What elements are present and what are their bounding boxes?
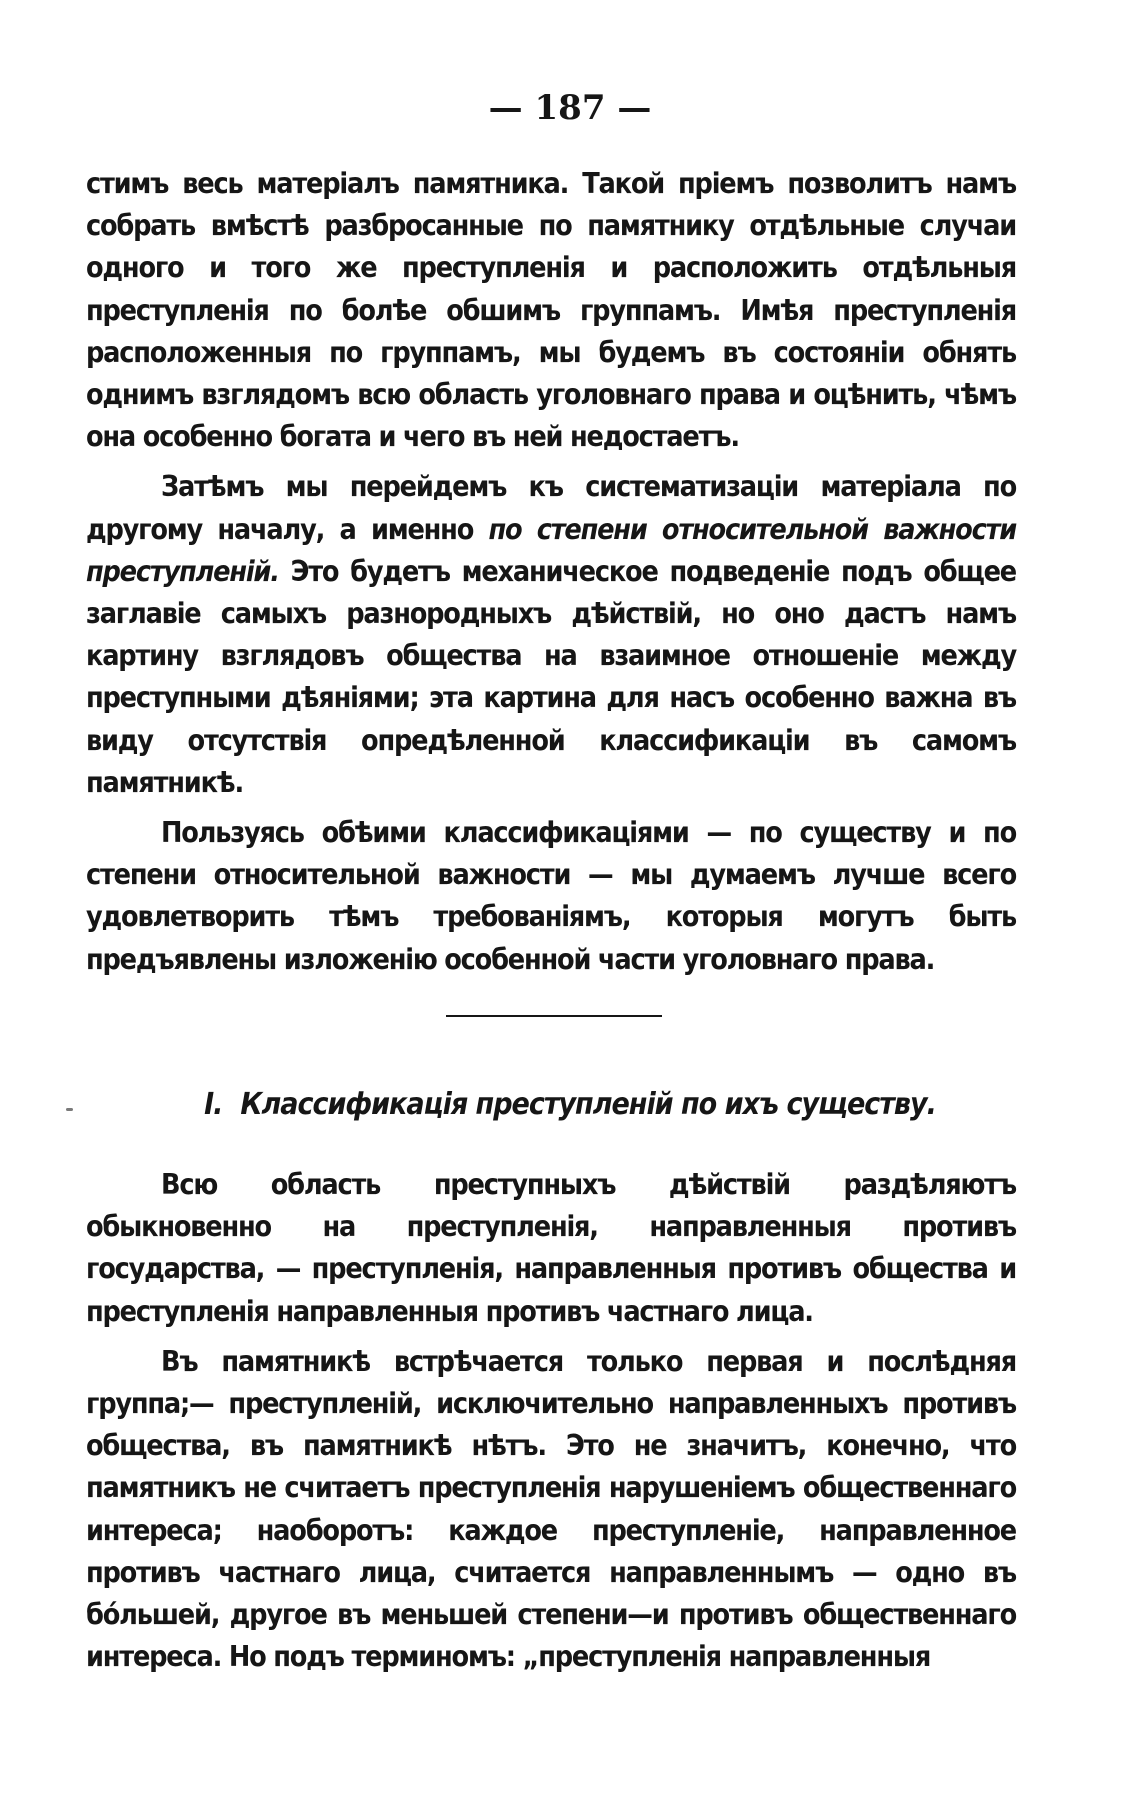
paragraph-monument: Въ памятникѣ встрѣчается только первая и послѣдняя группа;— преступленій, исключительно направленныхъ противъ общества, въ памятникѣ нѣтъ. Это не значитъ, конечно, что памятникъ не считаетъ преступленія нарушеніемъ общественнаго интереса; наоборотъ: каждое преступленіе, направленное противъ частнаго лица, считается направленнымъ — одно въ бо́льшей, другое въ меньшей степени—и противъ общественнаго интереса. Но подъ терминомъ: „преступленія направленныя: [86, 1344, 1016, 1674]
emphasized-phrase: по степени относительной важности преступленій.: [86, 512, 1017, 588]
section-divider: [446, 1015, 662, 1017]
section-title: Классификація преступленій по ихъ существу.: [240, 1087, 936, 1122]
paragraph-division: Всю область преступныхъ дѣйствій раздѣляютъ обыкновенно на преступленія, направленныя противъ государства, — преступленія, направленныя противъ общества и преступленія направленныя противъ частнаго лица.: [86, 1168, 1016, 1328]
section-number: I.: [204, 1087, 223, 1122]
text-block-top: [86, 163, 1016, 981]
paragraph-text: Это будетъ механическое подведеніе подъ общее заглавіе самыхъ разнородныхъ дѣйствій, но оно дастъ намъ картину взглядовъ общества на взаимное отношеніе между преступными дѣяніями; эта картина для насъ особенно важна въ виду отсутствія опредѣленной классификаціи въ самомъ памятникѣ.: [86, 554, 1016, 799]
paragraph-systematization: [86, 466, 1016, 804]
paragraph-text: Затѣмъ мы перейдемъ къ систематизаціи матеріала по другому началу, а именно: [86, 470, 1016, 546]
text-block-bottom: [86, 1164, 1016, 1678]
page-number: — 187 —: [488, 88, 652, 128]
section-heading: [0, 1087, 1140, 1122]
paragraph-classifications: Пользуясь обѣими классификаціями — по существу и по степени относительной важности — мы думаемъ лучше всего удовлетворить тѣмъ требованіямъ, которыя могутъ быть предъявлены изложенію особенной части уголовнаго права.: [86, 816, 1016, 976]
paragraph-continuation: стимъ весь матеріалъ памятника. Такой пріемъ позволитъ намъ собрать вмѣстѣ разбросанные по памятнику отдѣльные случаи одного и того же преступленія и расположить отдѣльныя преступленія по болѣе обшимъ группамъ. Имѣя преступленія расположенныя по группамъ, мы будемъ въ состояніи обнять однимъ взглядомъ всю область уголовнаго права и оцѣнить, чѣмъ она особенно богата и чего въ ней недостаетъ.: [86, 167, 1016, 454]
